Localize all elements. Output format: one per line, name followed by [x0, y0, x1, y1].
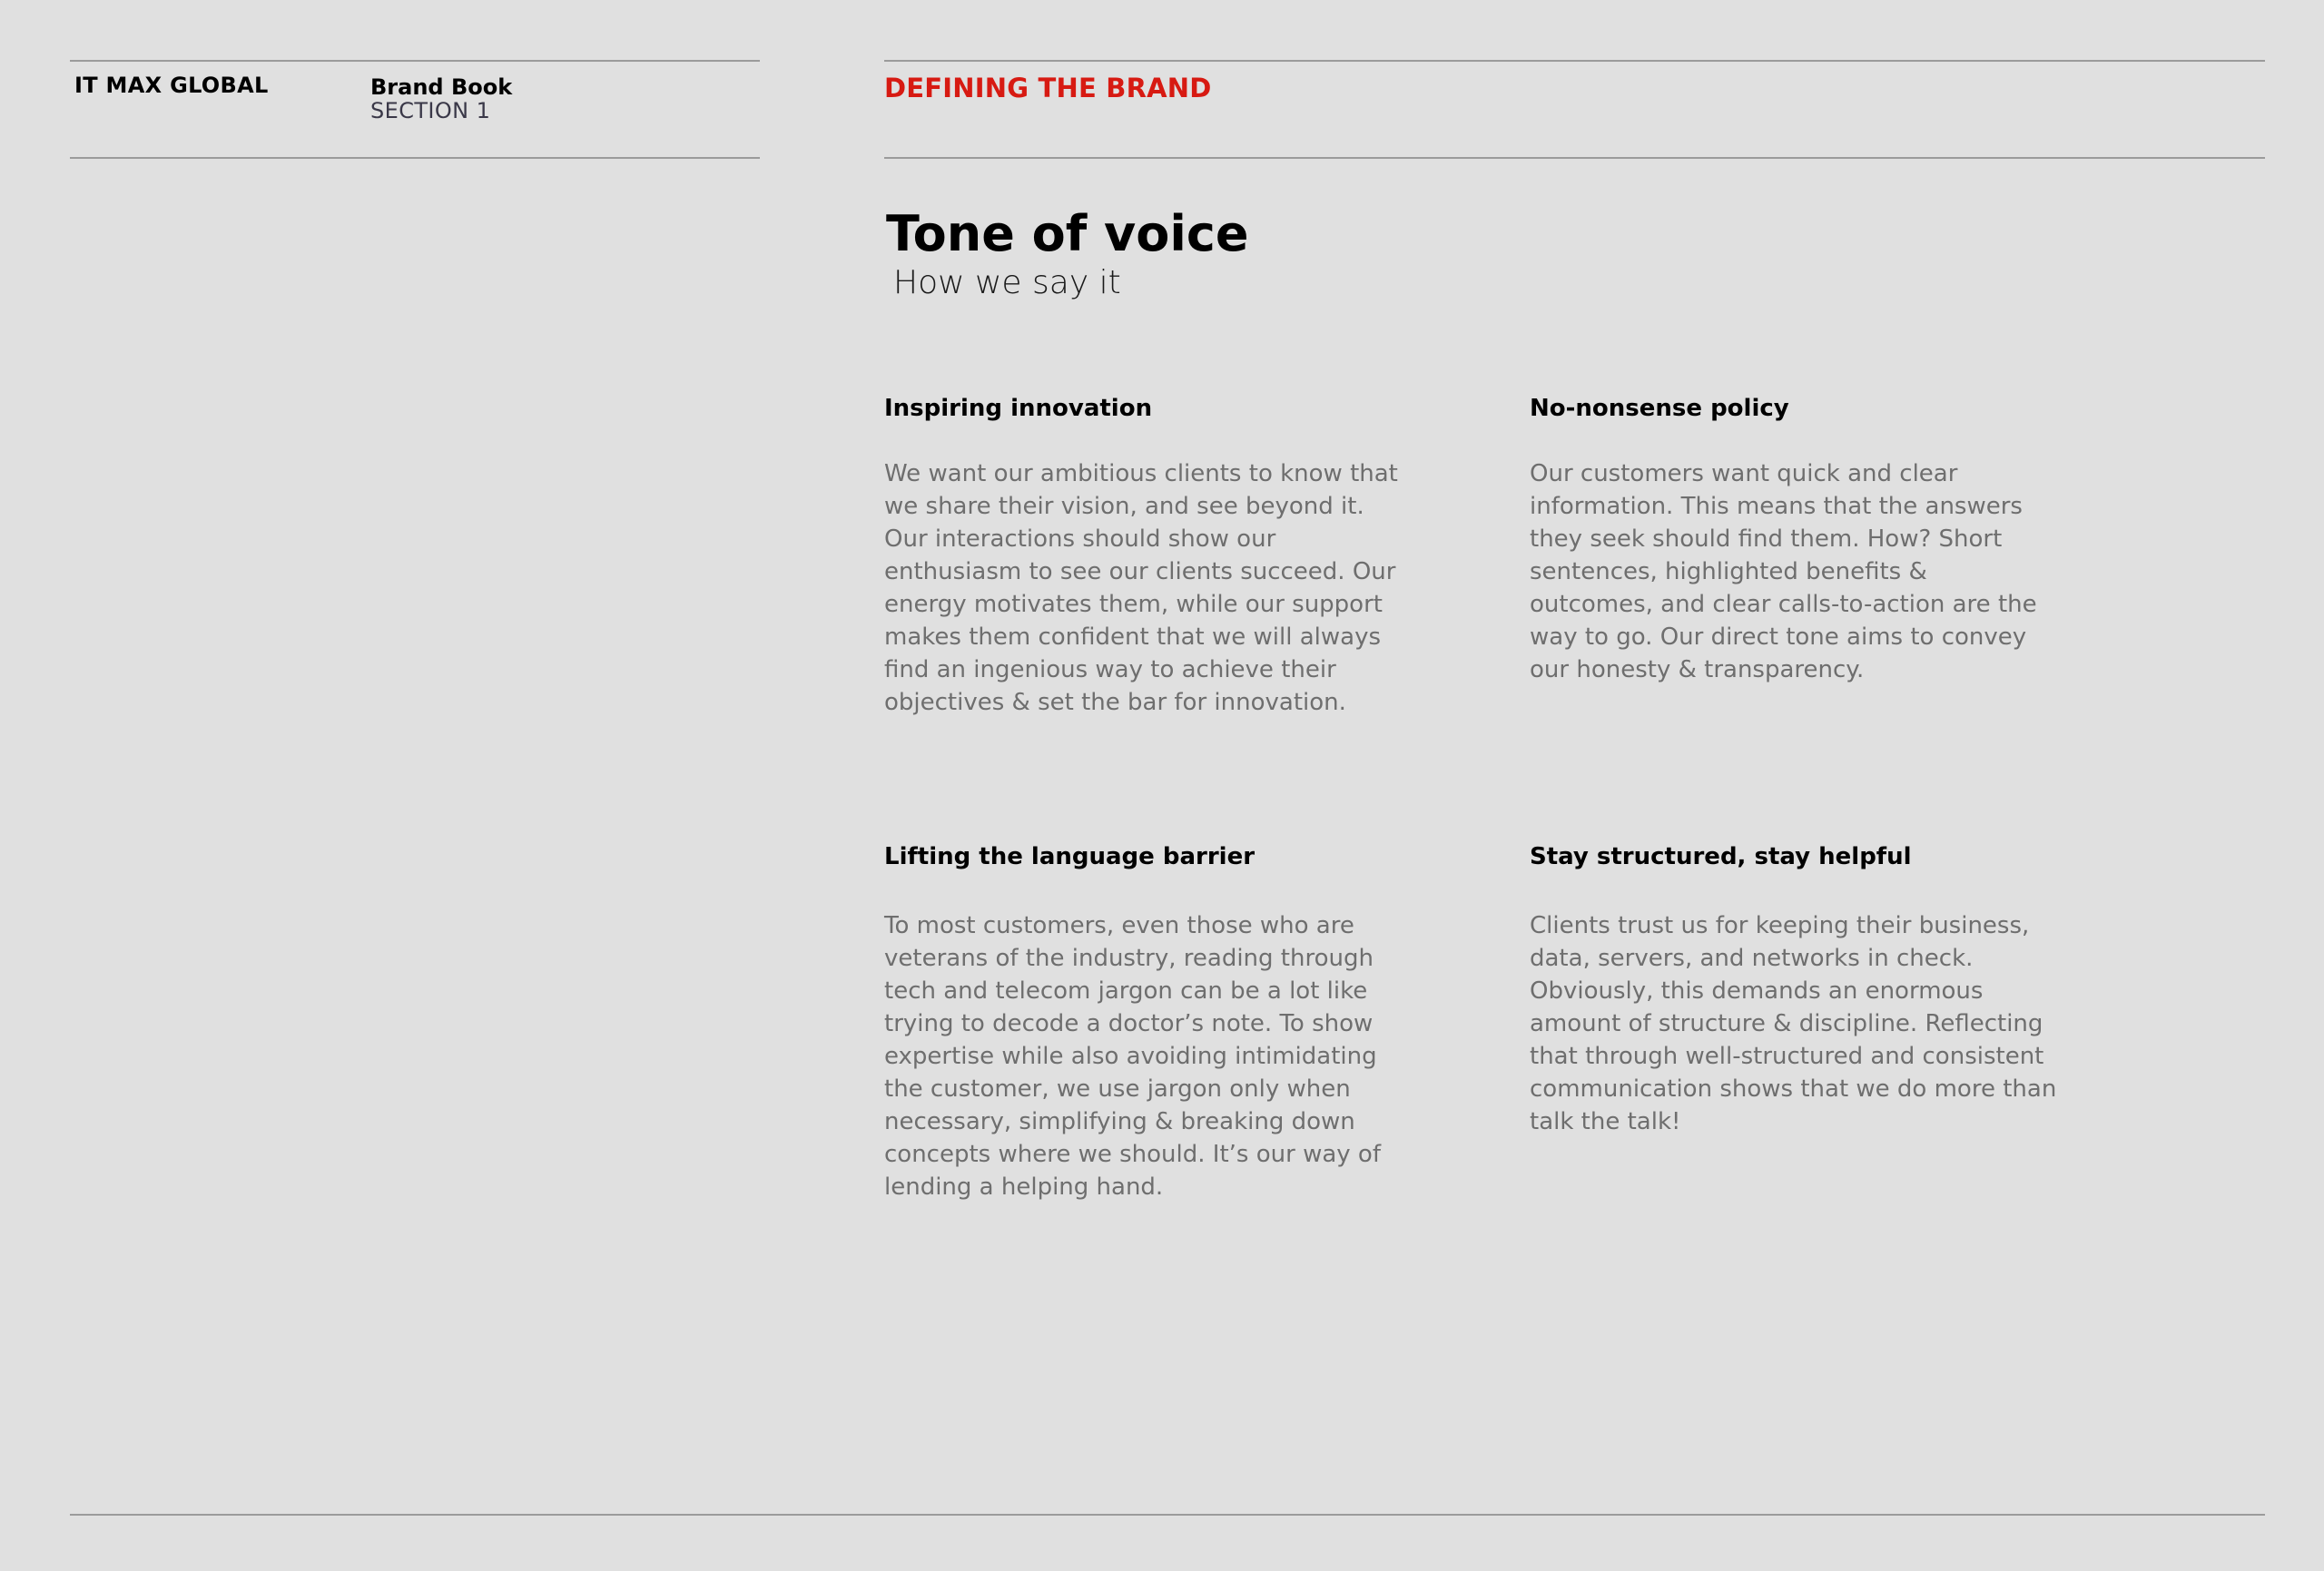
block-body: We want our ambitious clients to know that we share their vision, and see beyond it. Our interactions should show our enthusiasm to see our clients succeed. Our energy motivates them, while our support makes them confident that we will always find an ingenious way to achieve their objectives & set the bar for innovation. — [884, 459, 1398, 716]
tone-block-inspiring-innovation — [884, 394, 1429, 719]
tone-block-stay-structured — [1530, 842, 2074, 1138]
footer-rule — [70, 1514, 2265, 1516]
header-bottom-rule-right — [884, 157, 2265, 159]
block-body: To most customers, even those who are veterans of the industry, reading through tech and telecom jargon can be a lot like trying to decode a doctor’s note. To show expertise while also avoiding intimidating the customer, we use jargon only when necessary, simplifying & breaking down concepts where we should. It’s our way of lending a helping hand. — [884, 911, 1381, 1201]
section-title: DEFINING THE BRAND — [884, 73, 1212, 103]
page-title: Tone of voice — [886, 205, 1249, 262]
block-body: Our customers want quick and clear information. This means that the answers they seek should find them. How? Short sentences, highlighted benefits & outcomes, and clear calls-to-action are the way to go. Our direct tone aims to convey our honesty & transparency. — [1530, 459, 2037, 683]
brand-name: IT MAX GLOBAL — [74, 73, 269, 98]
book-title: Brand Book — [370, 74, 513, 100]
tone-block-language-barrier — [884, 842, 1429, 1203]
header-bottom-rule-left — [70, 157, 760, 159]
block-heading: Lifting the language barrier — [884, 843, 1256, 870]
block-body: Clients trust us for keeping their business, data, servers, and networks in check. Obviously, this demands an enormous amount of structure & discipline. Reflecting that through well-structured and consistent communication shows that we do more than talk the talk! — [1530, 911, 2057, 1135]
section-label: SECTION 1 — [370, 98, 491, 123]
block-heading: No-nonsense policy — [1530, 395, 1789, 422]
tone-block-no-nonsense-policy — [1530, 394, 2074, 686]
header-top-rule-left — [70, 60, 760, 62]
page-subtitle: How we say it — [893, 264, 1121, 301]
block-heading: Stay structured, stay helpful — [1530, 843, 1912, 870]
header-top-rule-right — [884, 60, 2265, 62]
block-heading: Inspiring innovation — [884, 395, 1153, 422]
